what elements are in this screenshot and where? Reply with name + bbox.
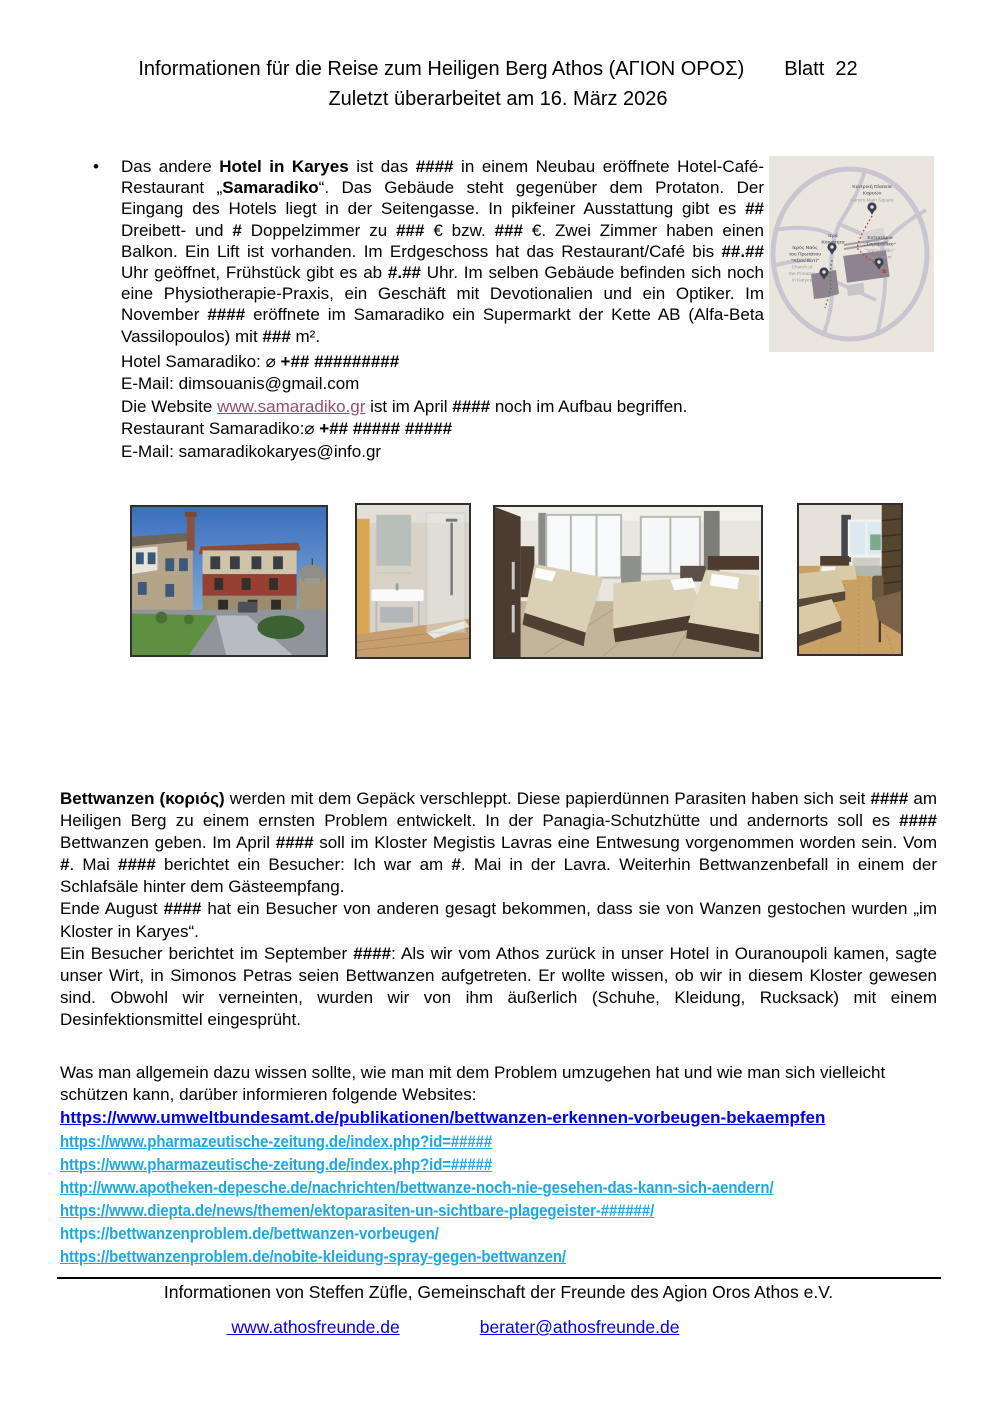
text-run: Dreibett- und	[121, 220, 233, 240]
placeholder-hashes: ####	[415, 157, 454, 176]
text-run: Das andere	[121, 157, 220, 176]
map-label: Κεντρική Πλατεία	[852, 185, 892, 190]
phone-icon: ⌀	[304, 419, 315, 440]
website-link-bettwanzenproblem-1[interactable]: https://bettwanzenproblem.de/bettwanzen-vorbeugen/	[60, 1224, 439, 1243]
text-run: werden mit dem Gepäck verschleppt. Diese papierdünnen Parasiten haben sich seit	[224, 789, 871, 808]
text-run: “. Das Gebäude steht gegenüber dem Protaton. Der Eingang des Hotels liegt in der Seitengasse. In pikfeiner Ausstattung gibt es	[121, 178, 765, 219]
text-run-bold: Samaradiko	[222, 178, 319, 198]
guest-room-photo	[797, 503, 903, 656]
revision-subtitle: Zuletzt überarbeitet am 16. März 2026	[328, 88, 668, 110]
website-link-bettwanzenproblem-2[interactable]: https://bettwanzenproblem.de/nobite-kleidung-spray-gegen-bettwanzen/	[60, 1247, 567, 1266]
placeholder-hashes: ####	[870, 789, 909, 808]
text-run: hat ein Besucher von anderen gesagt bekommen, dass sie von Wanzen gestochen wurden „im Kloster in Karyes“.	[60, 899, 937, 941]
bedbugs-section	[60, 788, 937, 1031]
placeholder-hashes: ####	[275, 833, 314, 853]
text-run: . Mai in der Lavra. Weiterhin Bettwanzenbefall in einem der Schlafsäle hinter dem Gästeempfang.	[60, 855, 938, 897]
map-label: Καρυών	[862, 191, 882, 197]
page-title: Informationen für die Reise zum Heiligen Berg Athos (ΑΓΙΟΝ ΟΡΟΣ)	[138, 58, 745, 80]
hotel-exterior-photo	[130, 505, 328, 657]
text-run: Ende August	[60, 899, 164, 919]
text-run-bold: Hotel in Karyes	[219, 157, 349, 176]
placeholder-hashes: ####	[163, 899, 202, 919]
websites-section	[60, 1062, 940, 1268]
map-label: Karyes Main Square	[850, 198, 894, 204]
map-label: Ιερός Ναός	[792, 246, 818, 251]
placeholder-hashes: ##	[745, 199, 764, 219]
triple-bedroom-photo	[493, 505, 763, 659]
text-run: Uhr. Im selben Gebäude befinden sich noch eine Physiotherapie-Praxis, ein Geschäft mit Devotionalien und ein Optiker. Im November	[121, 263, 764, 325]
placeholder-hashes: #.##	[387, 263, 422, 283]
map-route-red-end	[883, 270, 887, 274]
phone-icon: ⌀	[265, 352, 276, 372]
map-label: Restaurant	[868, 255, 892, 261]
map-label: "Samaradiko"	[865, 249, 895, 254]
text-run: berichtet ein Besucher: Ich war am	[155, 855, 452, 875]
text-run: Uhr geöffnet, Frühstück gibt es ab	[121, 263, 388, 283]
text-run: ist im April	[365, 396, 453, 416]
samaradiko-website-link[interactable]: www.samaradiko.gr	[217, 396, 366, 416]
website-link-pharmazeutische-2[interactable]: https://www.pharmazeutische-zeitung.de/index.php?id=#####	[60, 1155, 493, 1174]
footer-website-link[interactable]: www.athosfreunde.de	[226, 1317, 400, 1337]
phone-number-placeholder: +## #########	[275, 352, 400, 371]
footer-email-link[interactable]: berater@athosfreunde.de	[479, 1317, 680, 1337]
map-label: the Protaton	[788, 272, 816, 277]
placeholder-hashes: #	[60, 855, 70, 875]
website-link-pharmazeutische-1[interactable]: https://www.pharmazeutische-zeitung.de/index.php?id=#####	[60, 1132, 493, 1151]
bathroom-photo	[355, 503, 471, 659]
contact-block	[121, 351, 687, 463]
text-run: noch im Aufbau begriffen.	[490, 396, 688, 416]
placeholder-hashes: #	[232, 220, 242, 240]
restaurant-email-line: E-Mail: samaradikokaryes@info.gr	[121, 441, 382, 461]
bullet-marker: •	[93, 157, 99, 176]
hotel-paragraph	[121, 156, 764, 347]
text-run: Ein Besucher berichtet im September	[60, 943, 354, 963]
august-paragraph	[60, 898, 937, 942]
map-label: in Karyes	[792, 278, 812, 284]
text-run: in einem Neubau eröffnete Hotel-Café-Restaurant „	[121, 157, 764, 198]
text-run: Restaurant Samaradiko:	[121, 419, 305, 439]
map-label: Κοινότητα	[821, 240, 845, 246]
text-run: : Als wir vom Athos zurück in unser Hotel in Ouranoupoli kamen, sagte unser Wirt, in Simonos Petras seien Bettwanzen aufgetreten. Er wollte wissen, ob wir in diesem Kloster gewesen sind. Obwohl wir verneinten, wurden wir von ihm äußerlich (Schuhe, Kleidung, Rucksack) mit einem Desinfektionsmittel eingesprüht.	[60, 943, 937, 1029]
text-run: Bettwanzen geben. Im April	[60, 833, 276, 853]
phone-number-placeholder: +## ##### #####	[314, 419, 453, 439]
website-link-umweltbundesamt[interactable]: https://www.umweltbundesamt.de/publikationen/bettwanzen-erkennen-vorbeugen-bekaempfen	[60, 1108, 826, 1127]
text-run: . Mai	[69, 855, 119, 875]
map-label: Ιερά	[828, 234, 838, 239]
placeholder-hashes: ####	[452, 396, 491, 416]
bedbugs-paragraph	[60, 788, 937, 898]
footer-credit: Informationen von Steffen Züfle, Gemeinschaft der Freunde des Agion Oros Athos e.V.	[163, 1282, 834, 1302]
websites-intro: Was man allgemein dazu wissen sollte, wie man mit dem Problem umzugehen hat und wie man sich vielleicht schützen kann, darüber informieren folgende Websites:	[60, 1063, 886, 1104]
text-run: eröffnete im Samaradiko ein Supermarkt der Kette AB (Alfa-Beta Vassilopoulos) mit	[121, 305, 764, 346]
karyes-map-svg	[769, 156, 934, 352]
hotel-phone-line	[121, 351, 687, 373]
text-run: Doppelzimmer zu	[241, 220, 397, 240]
restaurant-phone-line	[121, 418, 687, 440]
website-link-diepta[interactable]: https://www.diepta.de/news/themen/ektoparasiten-un-sichtbare-plagegeister-######/	[60, 1201, 655, 1220]
map-label: "Άξιον Εστί"	[790, 259, 820, 264]
footer-links	[0, 1317, 906, 1338]
text-run: m².	[290, 326, 321, 346]
text-run: am Heiligen Berg zu einem ernsten Problem entwickelt. In der Panagia-Schutzhütte und andernorts soll es	[60, 789, 938, 831]
karyes-map-image	[769, 156, 934, 352]
september-paragraph	[60, 943, 937, 1031]
map-label: „Σαμαράδικο“	[863, 242, 897, 248]
placeholder-hashes: ####	[353, 943, 392, 963]
text-run: Hotel Samaradiko:	[121, 352, 266, 371]
placeholder-hashes: ####	[118, 855, 156, 875]
placeholder-hashes: ####	[899, 811, 937, 831]
placeholder-hashes: ###	[494, 220, 523, 240]
map-label: Εστιατόριο	[867, 236, 893, 241]
placeholder-hashes: ##.##	[721, 241, 764, 261]
placeholder-hashes: ###	[262, 326, 291, 346]
hotel-bullet-item	[93, 156, 764, 347]
website-line	[121, 396, 687, 418]
map-label: του Πρωτάτου	[788, 252, 822, 258]
footer-divider	[57, 1277, 941, 1279]
text-run-bold: Bettwanzen (κοριός)	[60, 789, 225, 808]
placeholder-hashes: #	[451, 855, 461, 875]
text-run: € bzw.	[424, 220, 495, 240]
text-run: soll im Kloster Megistis Lavras eine Entwesung vorgenommen worden sein. Vom	[313, 833, 937, 853]
placeholder-hashes: ####	[207, 305, 246, 325]
placeholder-hashes: ###	[396, 220, 425, 240]
text-run: ist das	[348, 157, 416, 176]
text-run: Die Website	[121, 396, 218, 416]
page-title-line	[0, 54, 996, 84]
sheet-number: Blatt 22	[784, 58, 858, 80]
map-label: Church of	[791, 265, 813, 271]
text-run: €. Zwei Zimmer haben einen Balkon. Ein Lift ist vorhanden. Im Erdgeschoss hat das Restaurant/Café bis	[121, 220, 765, 261]
page-header	[0, 54, 996, 114]
website-link-apotheken-depesche[interactable]: http://www.apotheken-depesche.de/nachrichten/bettwanze-noch-nie-gesehen-das-kann-sich-aendern/	[60, 1178, 774, 1197]
hotel-email-line: E-Mail: dimsouanis@gmail.com	[121, 374, 360, 394]
